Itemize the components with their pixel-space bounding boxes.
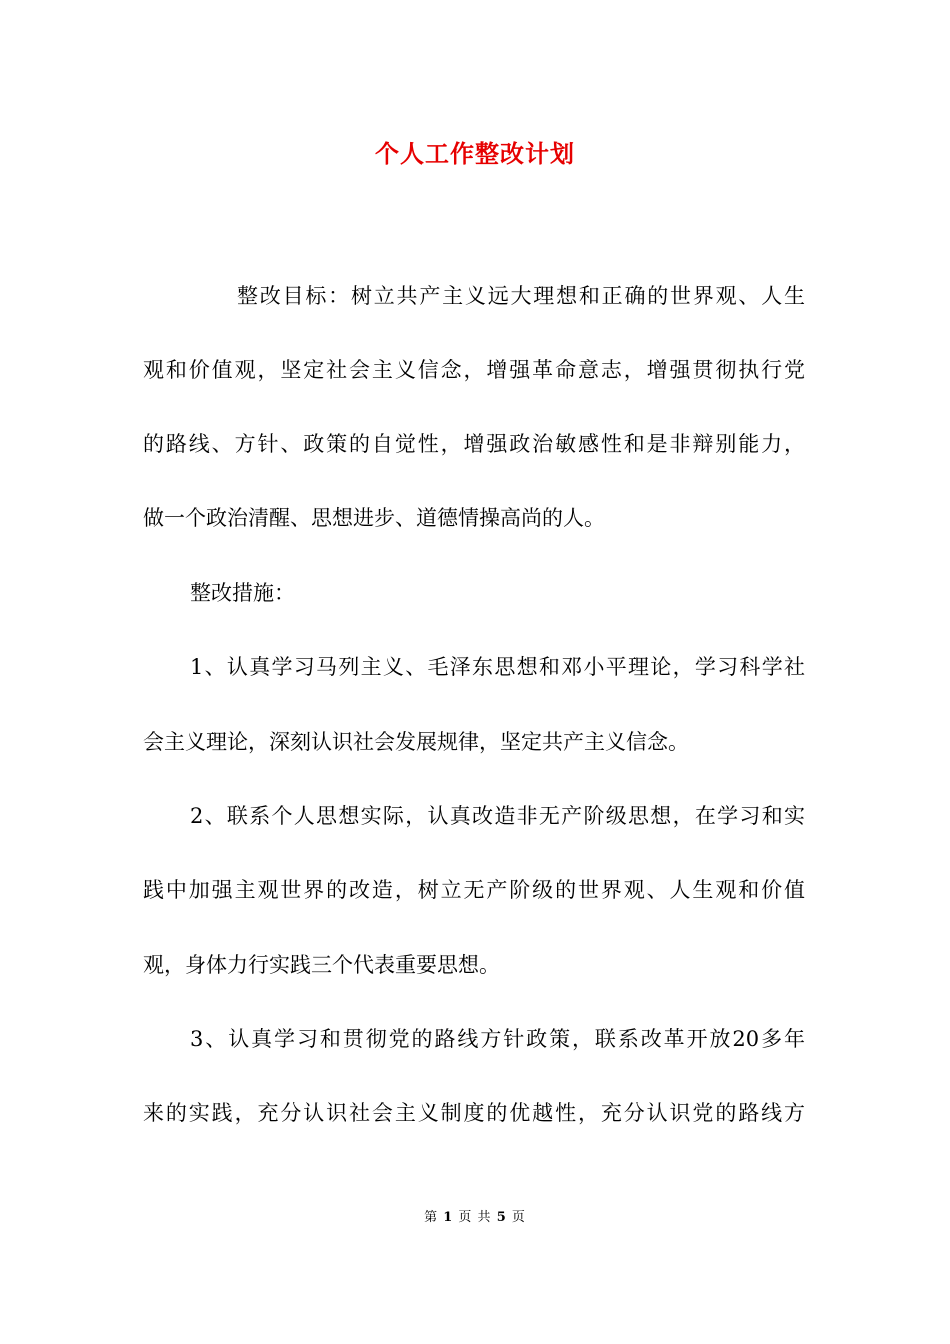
- paragraph-line: 1、认真学习马列主义、毛泽东思想和邓小平理论，学习科学社: [190, 655, 805, 679]
- paragraph-line: 会主义理论，深刻认识社会发展规律，坚定共产主义信念。: [143, 730, 689, 754]
- footer-total-pages: 5: [496, 1210, 507, 1225]
- paragraph-line: 整改目标：树立共产主义远大理想和正确的世界观、人生: [237, 284, 805, 308]
- paragraph-line: 来的实践，充分认识社会主义制度的优越性，充分认识党的路线方: [143, 1101, 805, 1125]
- section-heading: 整改措施：: [190, 581, 295, 605]
- document-title: 个人工作整改计划: [375, 139, 575, 168]
- footer-prefix: 第: [424, 1210, 439, 1225]
- paragraph-line: 观和价值观，坚定社会主义信念，增强革命意志，增强贯彻执行党: [143, 358, 805, 382]
- paragraph-line: 践中加强主观世界的改造，树立无产阶级的世界观、人生观和价值: [143, 878, 805, 902]
- paragraph-line: 的路线、方针、政策的自觉性，增强政治敏感性和是非辩别能力，: [143, 432, 805, 456]
- paragraph-line: 观，身体力行实践三个代表重要思想。: [143, 953, 500, 977]
- paragraph-line: 2、联系个人思想实际，认真改造非无产阶级思想，在学习和实: [190, 804, 805, 828]
- footer-middle: 页 共: [458, 1210, 492, 1225]
- paragraph-line: 3、认真学习和贯彻党的路线方针政策，联系改革开放20多年: [190, 1027, 805, 1051]
- paragraph-line: 做一个政治清醒、思想进步、道德情操高尚的人。: [143, 506, 605, 530]
- footer-page-number: 1: [443, 1210, 454, 1225]
- footer-suffix: 页: [511, 1210, 526, 1225]
- page-footer: [0, 1208, 950, 1228]
